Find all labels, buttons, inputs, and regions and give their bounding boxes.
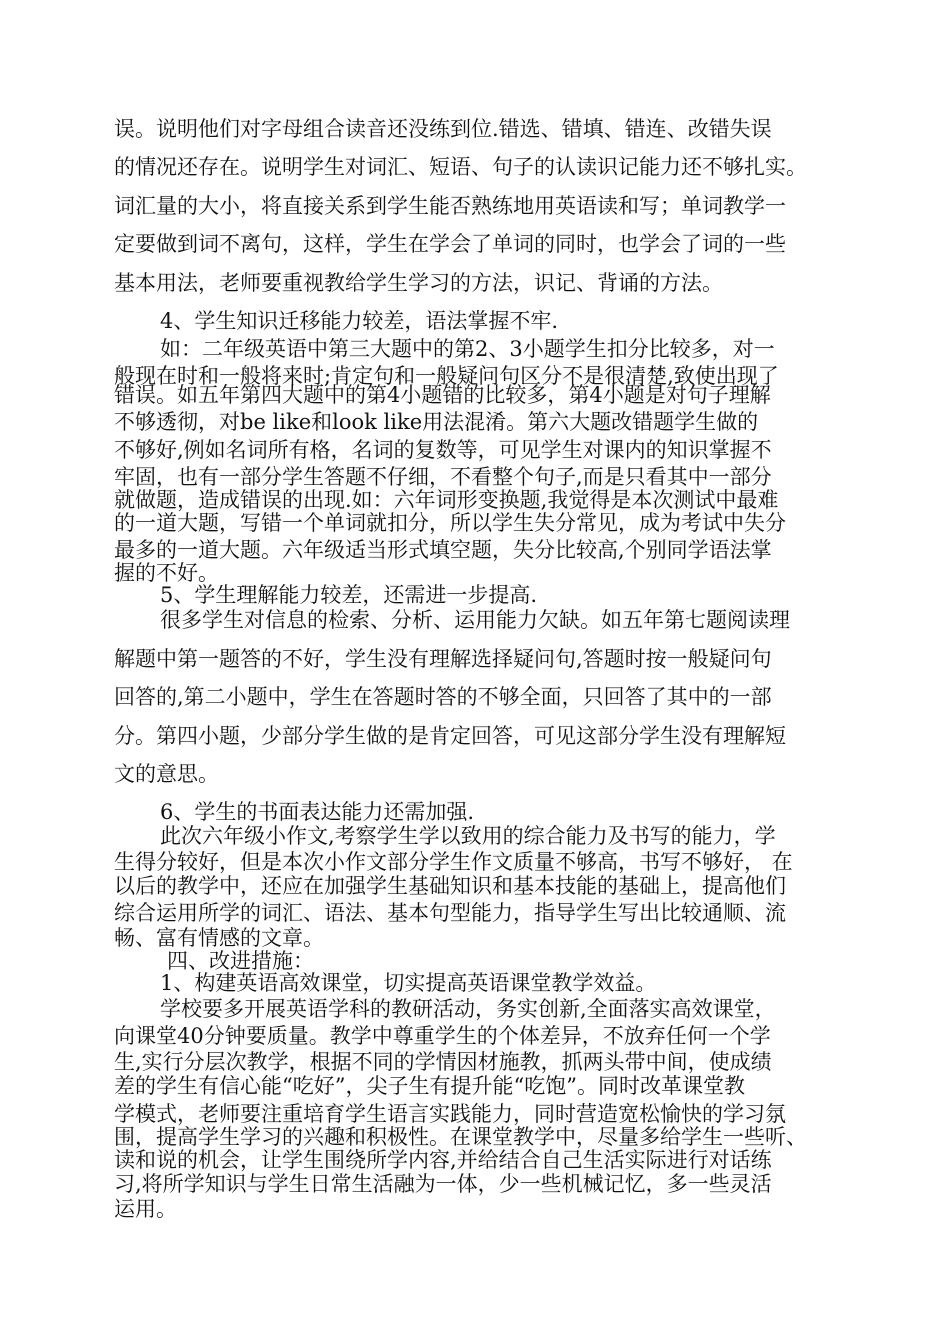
section-heading: 6、学生的书面表达能力还需加强.: [160, 800, 475, 824]
paragraph-line: 就做题，造成错误的出现.如：六年词形变换题,我觉得是本次测试中最难: [114, 488, 779, 512]
paragraph-line: 习,将所学知识与学生日常生活融为一体，少一些机械记忆，多一些灵活: [114, 1172, 772, 1196]
paragraph-line: 生得分较好，但是本次小作文部分学生作文质量不够高，书写不够好， 在: [114, 850, 793, 874]
paragraph-line: 综合运用所学的词汇、语法、基本句型能力，指导学生写出比较通顺、流: [114, 901, 786, 925]
paragraph-line: 生,实行分层次教学，根据不同的学情因材施教，抓两头带中间，使成绩: [114, 1050, 772, 1074]
subsection-heading: 1、构建英语高效课堂，切实提高英语课堂教学效益。: [160, 971, 657, 995]
paragraph-line: 围，提高学生学习的兴趣和积极性。在课堂教学中，尽量多给学生一些听、: [114, 1125, 807, 1149]
section-heading: 4、学生知识迁移能力较差，语法掌握不牢.: [160, 309, 559, 333]
paragraph-line: 定要做到词不离句，这样，学生在学会了单词的同时，也学会了词的一些: [114, 232, 786, 256]
section-heading: 5、学生理解能力较差，还需进一步提高.: [160, 583, 538, 607]
paragraph-line: 词汇量的大小，将直接关系到学生能否熟练地用英语读和写；单词教学一: [114, 194, 786, 218]
paragraph-line: 以后的教学中，还应在加强学生基础知识和基本技能的基础上，提高他们: [114, 874, 786, 898]
paragraph-line: 解题中第一题答的不好，学生没有理解选择疑问句,答题时按一般疑问句: [114, 647, 772, 671]
paragraph-line: 畅、富有情感的文章。: [114, 926, 324, 950]
paragraph-line: 学校要多开展英语学科的教研活动，务实创新,全面落实高效课堂，: [160, 997, 776, 1021]
paragraph-line: 如：二年级英语中第三大题中的第2、3小题学生扣分比较多，对一: [160, 337, 775, 361]
paragraph-line: 回答的,第二小题中，学生在答题时答的不够全面，只回答了其中的一部: [114, 685, 772, 709]
paragraph-line: 运用。: [114, 1197, 177, 1221]
paragraph-line: 向课堂40分钟要质量。教学中尊重学生的个体差异，不放弃任何一个学: [114, 1024, 771, 1048]
paragraph-line: 错误。如五年第四大题中的第4小题错的比较多，第4小题是对句子理解: [114, 383, 771, 407]
paragraph-line: 握的不好。: [114, 561, 219, 585]
paragraph-line: 般现在时和一般将来时;肯定句和一般疑问句区分不是很清楚,致使出现了: [114, 364, 779, 388]
paragraph-line: 此次六年级小作文,考察学生学以致用的综合能力及书写的能力，学: [160, 824, 776, 848]
paragraph-line: 的一道大题，写错一个单词就扣分，所以学生失分常见，成为考试中失分: [114, 511, 786, 535]
paragraph-line: 最多的一道大题。六年级适当形式填空题，失分比较高,个别同学语法掌: [114, 538, 772, 562]
paragraph-line: 文的意思。: [114, 762, 219, 786]
paragraph-line: 差的学生有信心能“吃好”，尖子生有提升能“吃饱”。同时改革课堂教: [114, 1074, 745, 1098]
paragraph-line: 很多学生对信息的检索、分析、运用能力欠缺。如五年第七题阅读理: [160, 608, 790, 632]
paragraph-line: 学模式，老师要注重培育学生语言实践能力，同时营造宽松愉快的学习氛: [114, 1102, 786, 1126]
paragraph-line: 基本用法，老师要重视教给学生学习的方法，识记、背诵的方法。: [114, 271, 723, 295]
section-heading: 四、改进措施：: [167, 949, 314, 973]
paragraph-line: 误。说明他们对字母组合读音还没练到位.错选、错填、错连、改错失误: [114, 117, 772, 141]
paragraph-line: 读和说的机会，让学生围绕所学内容,并给结合自己生活实际进行对话练: [114, 1148, 772, 1172]
paragraph-line: 的情况还存在。说明学生对词汇、短语、句子的认读识记能力还不够扎实。: [114, 155, 807, 179]
paragraph-line: 分。第四小题，少部分学生做的是肯定回答，可见这部分学生没有理解短: [114, 724, 786, 748]
paragraph-line: 不够好,例如名词所有格，名词的复数等，可见学生对课内的知识掌握不: [114, 438, 772, 462]
paragraph-line: 不够透彻，对be like和look like用法混淆。第六大题改错题学生做的: [114, 410, 759, 434]
paragraph-line: 牢固，也有一部分学生答题不仔细，不看整个句子,而是只看其中一部分: [114, 465, 772, 489]
